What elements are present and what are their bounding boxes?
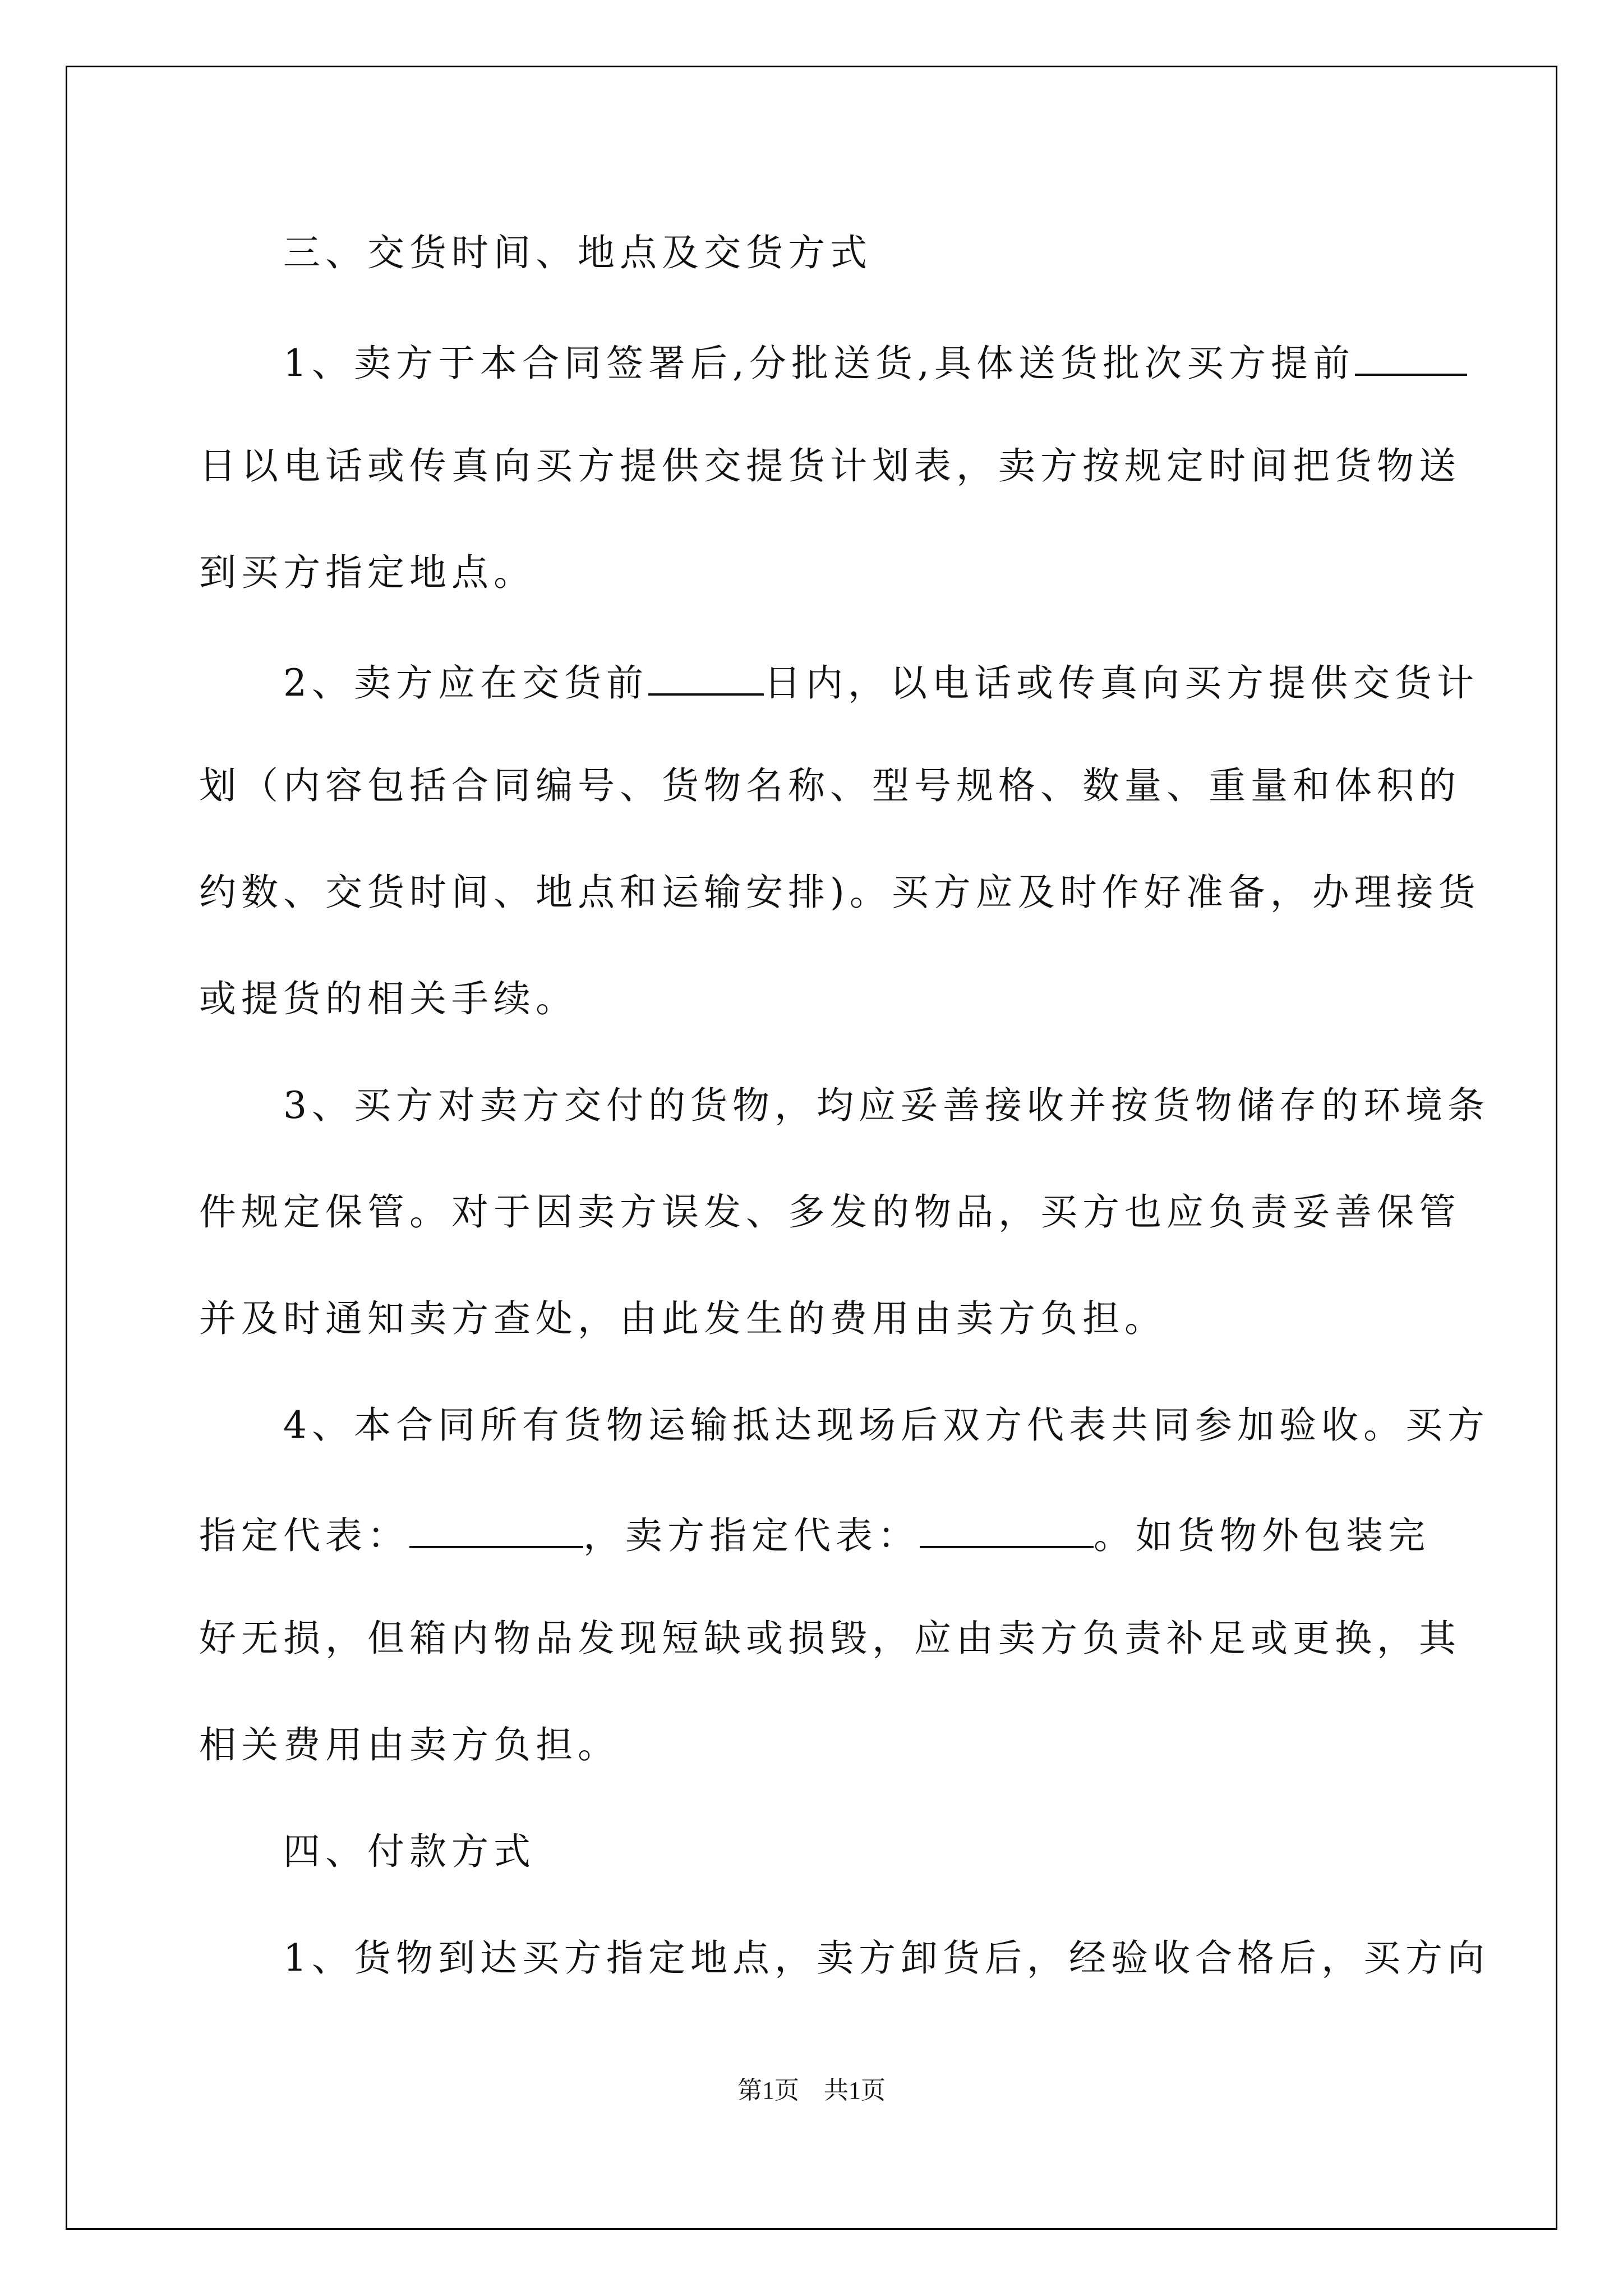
paragraph-line: 3、买方对卖方交付的货物，均应妥善接收并按货物储存的环境条	[283, 1084, 1490, 1127]
blank-underline	[409, 1513, 583, 1548]
paragraph-line: 并及时通知卖方查处，由此发生的费用由卖方负担。	[199, 1297, 1166, 1340]
blank-underline	[920, 1513, 1094, 1548]
paragraph-line: 1、货物到达买方指定地点，卖方卸货后，经验收合格后，买方向	[283, 1936, 1490, 1980]
blank-underline	[1355, 341, 1467, 376]
paragraph-line: 件规定保管。对于因卖方误发、多发的物品，买方也应负责妥善保管	[199, 1190, 1461, 1234]
paragraph-text: 1、卖方于本合同签署后,分批送货,具体送货批次买方提前	[283, 342, 1355, 385]
paragraph-line	[199, 1513, 1430, 1557]
paragraph-line	[283, 661, 1479, 705]
paragraph-line: 好无损，但箱内物品发现短缺或损毁，应由卖方负责补足或更换，其	[199, 1617, 1461, 1660]
paragraph-text: 日内，以电话或传真向买方提供交货计	[764, 661, 1479, 705]
page-footer: 第1页 共1页	[737, 2077, 886, 2104]
paragraph-text: ，卖方指定代表：	[583, 1514, 920, 1557]
blank-underline	[648, 661, 764, 696]
section-heading-4: 四、付款方式	[283, 1830, 536, 1873]
paragraph-text: 。如货物外包装完	[1094, 1514, 1430, 1557]
paragraph-text: 指定代表：	[199, 1514, 409, 1557]
paragraph-line: 约数、交货时间、地点和运输安排)。买方应及时作好准备，办理接货	[199, 871, 1481, 914]
paragraph-line: 到买方指定地点。	[199, 551, 536, 594]
paragraph-line: 或提货的相关手续。	[199, 977, 578, 1020]
paragraph-line	[283, 341, 1467, 385]
paragraph-line: 日以电话或传真向买方提供交提货计划表，卖方按规定时间把货物送	[199, 444, 1461, 487]
section-heading-3: 三、交货时间、地点及交货方式	[283, 231, 872, 274]
paragraph-line: 划（内容包括合同编号、货物名称、型号规格、数量、重量和体积的	[199, 764, 1461, 807]
page-frame	[66, 66, 1557, 2230]
paragraph-line: 4、本合同所有货物运输抵达现场后双方代表共同参加验收。买方	[283, 1404, 1490, 1447]
paragraph-line: 相关费用由卖方负担。	[199, 1723, 620, 1766]
paragraph-text: 2、卖方应在交货前	[283, 661, 648, 705]
